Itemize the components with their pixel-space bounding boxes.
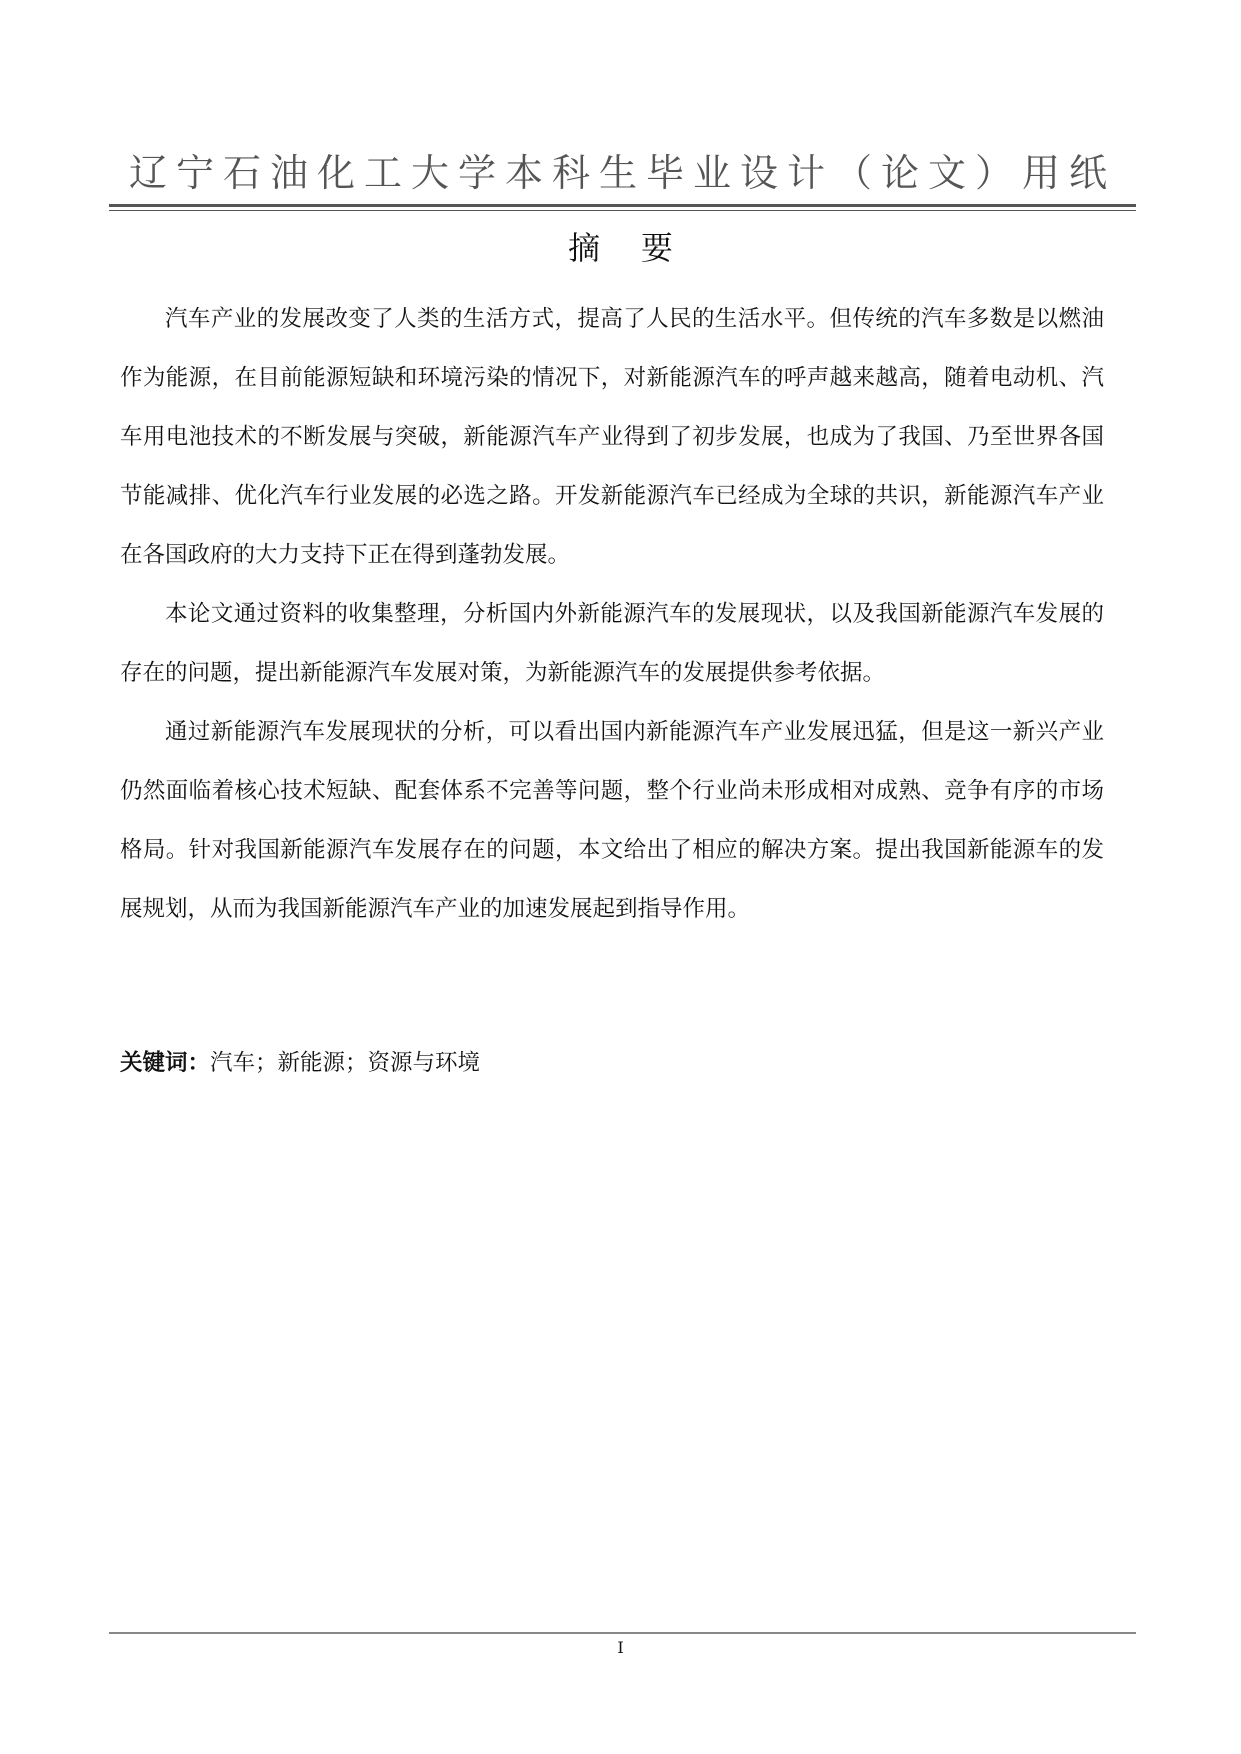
footer-divider [109,1632,1136,1634]
page-number: I [617,1638,624,1657]
keywords-line [120,1043,1104,1083]
header-divider-thick [109,204,1136,207]
header-divider-thin [109,210,1136,211]
abstract-heading: 摘 要 [568,229,673,267]
abstract-paragraph: 本论文通过资料的收集整理，分析国内外新能源汽车的发展现状，以及我国新能源汽车发展的存在的问题，提出新能源汽车发展对策，为新能源汽车的发展提供参考依据。 [120,601,1104,686]
keywords-label: 关键词： [120,1050,211,1076]
abstract-paragraph: 汽车产业的发展改变了人类的生活方式，提高了人民的生活水平。但传统的汽车多数是以燃油作为能源，在目前能源短缺和环境污染的情况下，对新能源汽车的呼声越来越高，随着电动机、汽车用电池技术的不断发展与突破，新能源汽车产业得到了初步发展，也成为了我国、乃至世界各国节能减排、优化汽车行业发展的必选之路。开发新能源汽车已经成为全球的共识，新能源汽车产业在各国政府的大力支持下正在得到蓬勃发展。 [120,306,1104,568]
abstract-paragraph: 通过新能源汽车发展现状的分析，可以看出国内新能源汽车产业发展迅猛，但是这一新兴产业仍然面临着核心技术短缺、配套体系不完善等问题，整个行业尚未形成相对成熟、竞争有序的市场格局。针对我国新能源汽车发展存在的问题，本文给出了相应的解决方案。提出我国新能源车的发展规划，从而为我国新能源汽车产业的加速发展起到指导作用。 [120,719,1104,922]
page-header-title: 辽宁石油化工大学本科生毕业设计（论文）用纸 [128,151,1116,195]
abstract-body [120,290,1104,939]
keywords-value: 汽车；新能源；资源与环境 [210,1050,481,1076]
